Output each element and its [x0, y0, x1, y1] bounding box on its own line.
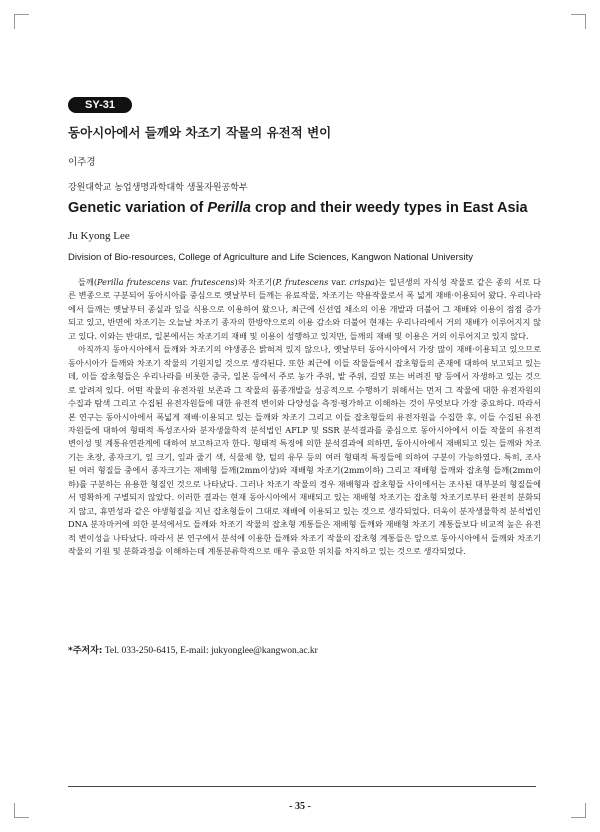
- english-title-post: crop and their weedy types in East Asia: [250, 200, 528, 216]
- english-affiliation: Division of Bio-resources, College of Agriculture and Life Sciences, Kangwon National University: [68, 252, 474, 263]
- english-title: [68, 200, 538, 216]
- abstract-paragraph-2: 아직까지 동아시아에서 들깨와 차조기의 야생종은 밝혀져 있지 않으나, 옛날부터 동아시아에서 가장 많이 재배·이용되고 있으므로 동아시아가 들깨와 차조기 작물의 기원지일 것으로 생각된다. 또한 최근에 이들 작물들에서 잡초형들의 존재에 대하여 보고되고 있는데, 이들 잡초형들은 우리나라를 비롯한 중국, 일본 등에서 주로 농가 주위, 밭 주위, 길옆 또는 버려진 땅 등에서 자생하고 있는 것으로 알려져 있다. 어떤 작물의 유전자원 보존과 그 작물의 품종개발을 성공적으로 수행하기 위해서는 먼저 그 작물에 대한 유전자원의 수집과 탐색 그리고 수집된 유전자원들에 대한 유전적 변이와 다양성을 측정·평가하고 이해하는 것이 무엇보다 가장 중요하다. 따라서 본 연구는 동아시아에서 폭넓게 재배·이용되고 있는 들깨와 차조기 그리고 이들 잡초형들의 유전자원을 수집한 후, 이들 수집된 유전자원들에 대하여 형태적 특성조사와 분자생물학적 분석법인 AFLP 및 SSR 분석결과를 중심으로 동아시아에서 이들 작물의 유전적 변이성 및 계통유연관계에 대하여 보고하고자 한다. 형태적 특징에 의한 분석결과에 의하면, 동아시아에서 재배되고 있는 들깨와 차조기는 초장, 종자크기, 잎 크기, 잎과 줄기 색, 식물체 향, 털의 유무 등의 여러 형태적 특징들에 의하여 구분이 가능하였다. 특히, 조사된 여러 형질들 중에서 종자크기는 재배형 들깨(2mm이상)와 재배형 차조기(2mm이하) 그리고 재배형 들깨와 잡초형 들깨(2mm이하)를 구분하는 유용한 형질인 것으로 나타났다. 그러나 차조기 작물의 경우 재배형과 잡초형들 사이에서는 조사된 대부분의 형질들에서 명확하게 구별되지 않았다. 이러한 결과는 현재 동아시아에서 재배되고 있는 재배형 차조기는 잡초형 차조기로부터 완전히 분화되지 않고, 휴면성과 같은 야생형질을 지닌 잡초형들이 그대로 재배에 이용되고 있는 것으로 생각되었다. 더욱이 분자생물학적 분석법인 DNA 분자마커에 의한 분석에서도 들깨와 차조기 작물의 잡초형 계통들은 재배형 들깨와 재배형 차조기 계통들보다 비교적 높은 유전적 변이성을 나타났다. 따라서 본 연구에서 분석에 이용한 들깨와 차조기 작물의 잡초형 계통들은 앞으로 동아시아에서 들깨와 차조기 작물의 기원 및 분화과정을 이해하는데 계통분류학적으로 매우 중요한 위치를 차지하고 있는 것으로 생각되었다.: [68, 344, 541, 557]
- contact-label: *주저자:: [68, 646, 103, 656]
- abstract-paragraph-1: 들깨(Perilla frutescens var. frutescens)와 차조기(P. frutescens var. crispa)는 일년생의 자식성 작물로 같은 종의 서로 다른 변종으로 구분되어 동아시아를 중심으로 옛날부터 들깨는 유료작물, 차조기는 약용작물로서 폭 넓게 재배·이용되어 왔다. 우리나라에서 들깨는 옛날부터 종실과 잎을 식용으로 이용하여 왔으나, 최근에 신선엽 채소의 이용 개발과 더불어 그 재배와 이용이 점점 증가되고 있고, 반면에 차조기는 오늘날 차조기 종자의 한방약으로의 이용 감소와 더불어 현재는 우리나라에서 거의 재배가 이루어지지 않고 있다. 이와는 반대로, 일본에서는 차조기의 재배 및 이용이 성행하고 있지만, 들깨의 재배 및 이용은 거의 이루어지고 있지 않다.: [68, 277, 542, 341]
- contact-details: Tel. 033-250-6415, E-mail: jukyonglee@kangwon.ac.kr: [102, 646, 318, 656]
- crop-mark-top-left: [14, 14, 29, 29]
- english-title-genus: Perilla: [207, 200, 251, 216]
- korean-author: 이주경: [68, 157, 96, 168]
- english-author: Ju Kyong Lee: [68, 230, 130, 242]
- korean-affiliation: 강원대학교 농업생명과학대학 생물자원공학부: [68, 183, 248, 193]
- footer-divider: [68, 786, 536, 787]
- english-title-pre: Genetic variation of: [68, 200, 208, 216]
- session-badge: SY-31: [68, 97, 132, 113]
- page-number: - 35 -: [289, 801, 311, 812]
- corresponding-author-contact: [68, 643, 538, 656]
- abstract-body: [68, 276, 541, 559]
- korean-title: 동아시아에서 들깨와 차조기 작물의 유전적 변이: [68, 125, 332, 140]
- crop-mark-top-right: [571, 14, 586, 29]
